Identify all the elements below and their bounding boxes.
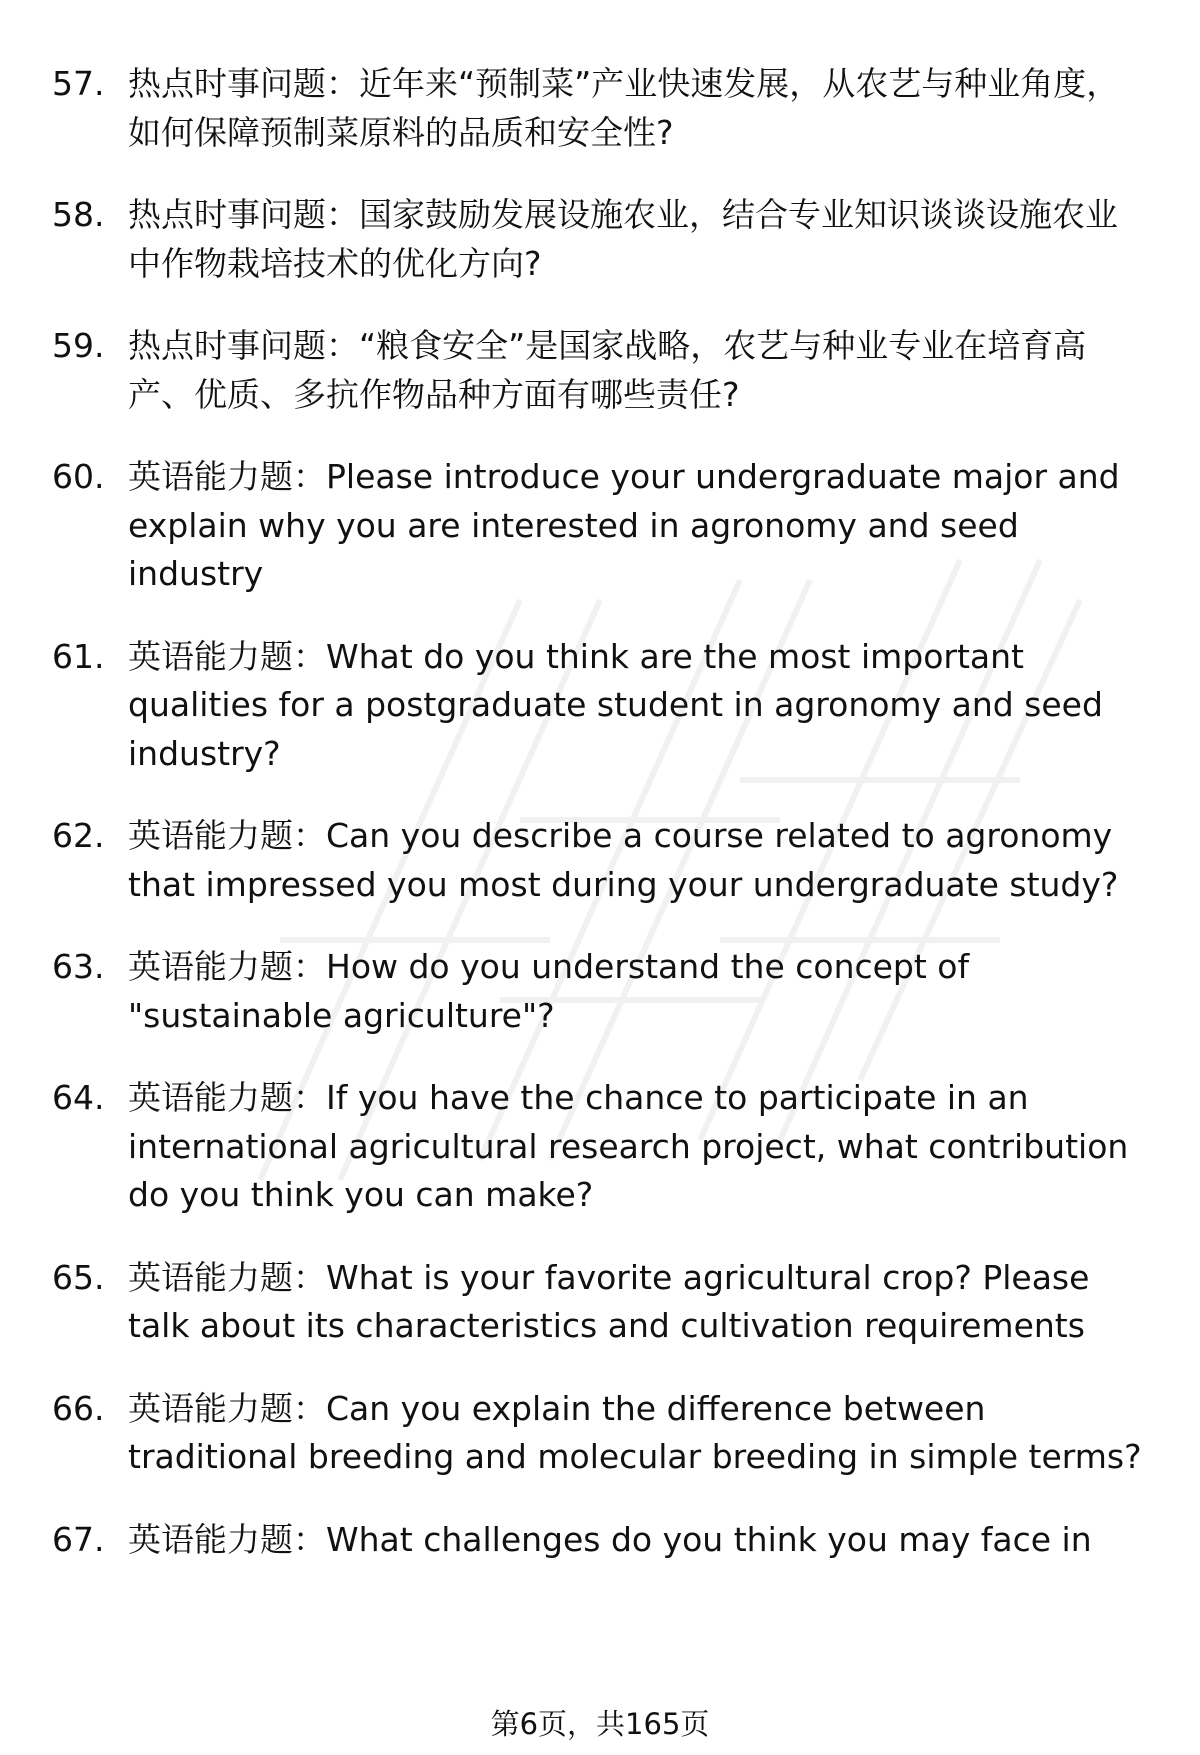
question-category: 英语能力题：	[128, 1388, 326, 1428]
question-text: Can you describe a course related to agronomy that impressed you most during your undergraduate study?	[128, 816, 1119, 904]
question-item-63	[52, 943, 1150, 1040]
question-text-block	[128, 322, 1150, 419]
question-number: 58.	[52, 195, 105, 234]
question-number: 61.	[52, 636, 105, 676]
question-text: “粮食安全”是国家战略，农艺与种业专业在培育高产、优质、多抗作物品种方面有哪些责任?	[128, 326, 1087, 414]
question-number: 60.	[52, 457, 105, 496]
question-category: 热点时事问题：	[128, 64, 359, 103]
question-text-block	[128, 812, 1150, 909]
question-category: 英语能力题：	[128, 636, 326, 676]
question-number: 62.	[52, 816, 105, 855]
question-item-67	[52, 1516, 1150, 1565]
question-item-62	[52, 812, 1150, 909]
question-category: 英语能力题：	[128, 1078, 326, 1117]
question-text-block	[128, 453, 1150, 599]
question-item-61	[52, 633, 1150, 779]
question-category: 英语能力题：	[128, 947, 326, 986]
question-text-block	[128, 60, 1150, 157]
question-text: What do you think are the most important qualities for a postgraduate student in agronomy and seed industry?	[128, 636, 1103, 773]
question-number: 63.	[52, 947, 105, 986]
question-text-block	[128, 943, 1150, 1040]
question-text: 国家鼓励发展设施农业，结合专业知识谈谈设施农业中作物栽培技术的优化方向?	[128, 195, 1118, 283]
question-text-block	[128, 1516, 1150, 1565]
question-category: 英语能力题：	[128, 1257, 326, 1297]
question-text-block	[128, 191, 1150, 288]
question-text-block	[128, 1385, 1150, 1482]
question-category: 英语能力题：	[128, 457, 326, 496]
question-text: If you have the chance to participate in an international agricultural research project, what contribution do you think you can make?	[128, 1078, 1129, 1214]
question-item-57	[52, 60, 1150, 157]
question-category: 英语能力题：	[128, 816, 326, 855]
page-footer: 第6页，共165页	[490, 1707, 710, 1741]
question-text-block	[128, 1254, 1150, 1351]
question-text-block	[128, 633, 1150, 779]
question-text: What challenges do you think you may face in	[326, 1519, 1092, 1559]
question-item-59	[52, 322, 1150, 419]
question-item-64	[52, 1074, 1150, 1220]
question-text: How do you understand the concept of "sustainable agriculture"?	[128, 947, 970, 1035]
question-list	[52, 60, 1150, 1564]
question-number: 57.	[52, 64, 105, 103]
question-item-60	[52, 453, 1150, 599]
question-number: 66.	[52, 1388, 105, 1428]
question-number: 64.	[52, 1078, 105, 1117]
question-item-58	[52, 191, 1150, 288]
question-text: 近年来“预制菜”产业快速发展，从农艺与种业角度，如何保障预制菜原料的品质和安全性?	[128, 64, 1120, 152]
question-item-66	[52, 1385, 1150, 1482]
question-category: 热点时事问题：	[128, 326, 359, 365]
question-number: 65.	[52, 1257, 105, 1297]
question-text: What is your favorite agricultural crop? Please talk about its characteristics and cultivation requirements	[128, 1257, 1090, 1345]
question-category: 英语能力题：	[128, 1519, 326, 1559]
question-category: 热点时事问题：	[128, 195, 359, 234]
question-text: Please introduce your undergraduate major and explain why you are interested in agronomy and seed industry	[128, 457, 1120, 593]
question-text-block	[128, 1074, 1150, 1220]
question-number: 59.	[52, 326, 105, 365]
question-number: 67.	[52, 1519, 105, 1559]
question-text: Can you explain the difference between traditional breeding and molecular breeding in simple terms?	[128, 1388, 1142, 1476]
question-item-65	[52, 1254, 1150, 1351]
